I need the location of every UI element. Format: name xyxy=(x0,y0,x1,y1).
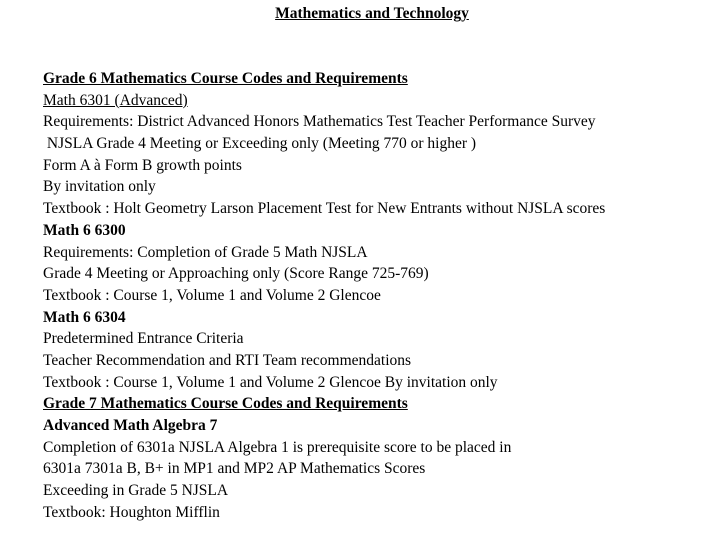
text-line: Form A à Form B growth points xyxy=(43,156,242,174)
course-title-advanced-math-algebra-7: Advanced Math Algebra 7 xyxy=(43,417,218,434)
document-body xyxy=(43,68,713,523)
course-title-math-6-6304: Math 6 6304 xyxy=(43,308,126,326)
text-line: Teacher Recommendation and RTI Team recommendations xyxy=(43,351,412,369)
text-line: Textbook: Houghton Mifflin xyxy=(43,503,220,521)
course-title-math-6-6300: Math 6 6300 xyxy=(43,221,126,239)
text-line: Textbook : Course 1, Volume 1 and Volume 2 Glencoe By invitation only xyxy=(43,373,498,391)
text-line: By invitation only xyxy=(43,178,156,196)
text-line: Requirements: Completion of Grade 5 Math NJSLA xyxy=(43,243,368,261)
text-line: Exceeding in Grade 5 NJSLA xyxy=(43,482,229,500)
text-line: Predetermined Entrance Criteria xyxy=(43,330,244,348)
section-heading-grade-7: Grade 7 Mathematics Course Codes and Requirements xyxy=(43,395,408,413)
text-line: Grade 4 Meeting or Approaching only (Score Range 725-769) xyxy=(43,265,429,283)
course-title-math-6301: Math 6301 (Advanced) xyxy=(43,91,188,109)
text-line: Completion of 6301a NJSLA Algebra 1 is prerequisite score to be placed in xyxy=(43,438,512,456)
section-heading-grade-6: Grade 6 Mathematics Course Codes and Requirements xyxy=(43,70,408,87)
text-line: 6301a 7301a B, B+ in MP1 and MP2 AP Mathematics Scores xyxy=(43,460,426,478)
text-line: Textbook : Holt Geometry Larson Placement Test for New Entrants without NJSLA scores xyxy=(43,200,606,218)
text-line: Requirements: District Advanced Honors Mathematics Test Teacher Performance Survey xyxy=(43,113,596,131)
text-line: Textbook : Course 1, Volume 1 and Volume 2 Glencoe xyxy=(43,286,381,304)
page-title: Mathematics and Technology xyxy=(275,5,469,22)
text-line: NJSLA Grade 4 Meeting or Exceeding only (Meeting 770 or higher ) xyxy=(43,135,477,153)
